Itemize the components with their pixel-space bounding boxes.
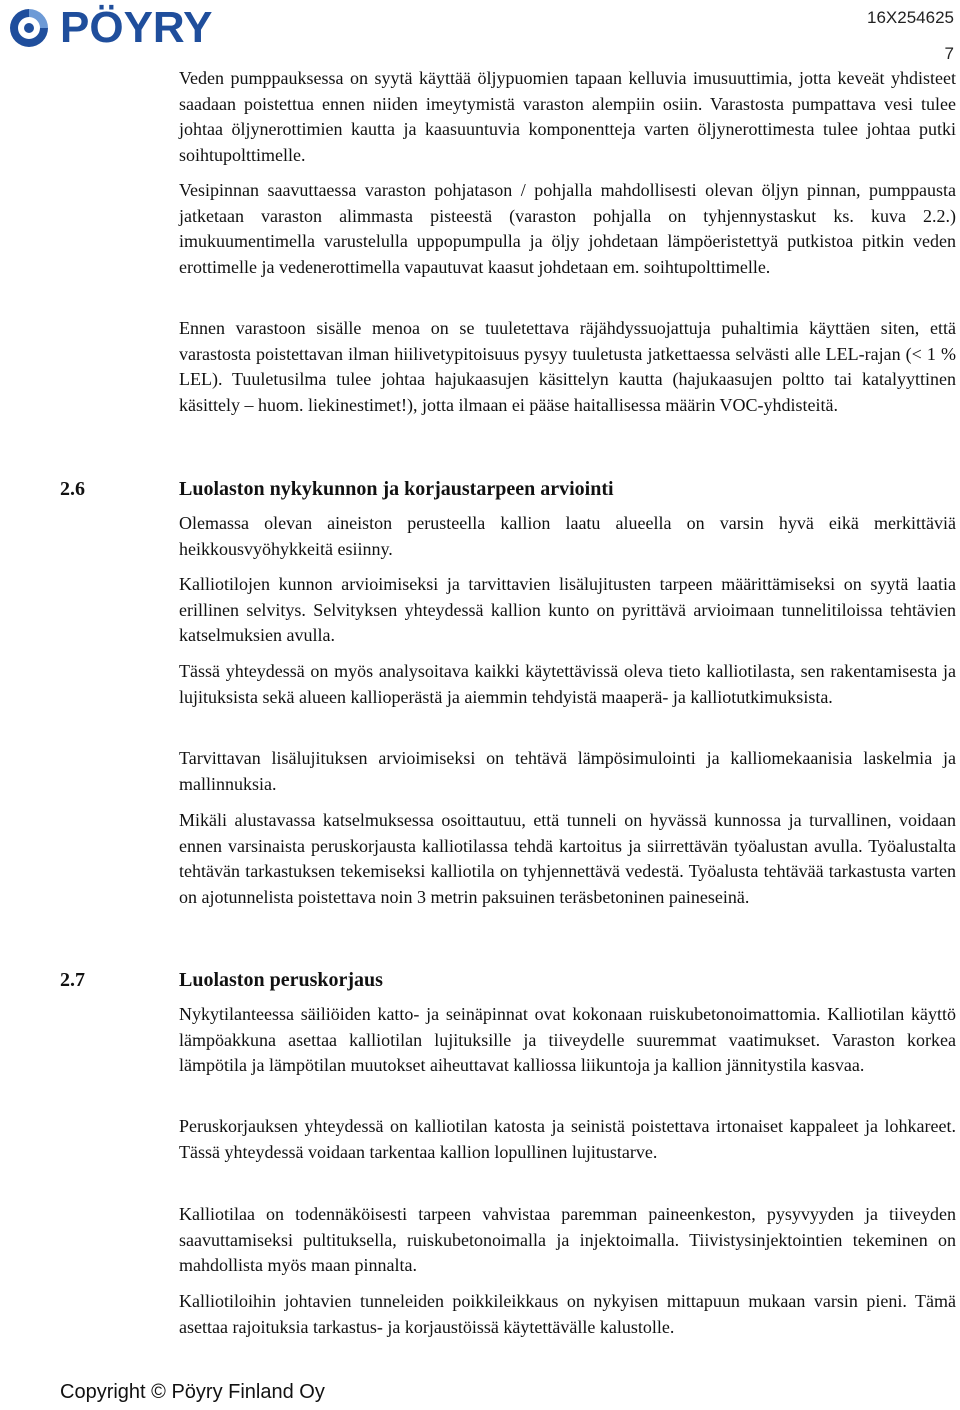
paragraph-current-state: Nykytilanteessa säiliöiden katto- ja seinäpinnat ovat kokonaan ruiskubetonoimattomia. Kalliotilan käyttö lämpöakkuna asettaa kalliotilan lujituksille ja tiiveydelle suuremmat vaatimukset. Varaston korkea lämpötila ja lämpötilan muutokset aiheuttavat kalliossa liikuntoja ja kallion jännitystila kasvaa. — [179, 1004, 956, 1076]
logo-wordmark: PÖYRY — [60, 3, 213, 52]
paragraph-analysis: Tässä yhteydessä on myös analysoitava kaikki käytettävissä oleva tieto kalliotilasta, sen rakentamisesta ja lujituksista sekä alueen kallioperästä ja aiemmin tehdyistä maaperä- ja kalliotutkimuksista. — [179, 661, 956, 707]
paragraph-tunnels: Kalliotiloihin johtavien tunneleiden poikkileikkaus on nykyisen mittapuun mukaan varsin pieni. Tämä asettaa rajoituksia tarkastus- ja korjaustöissä käytettävälle kalustolle. — [179, 1291, 956, 1337]
section-heading-2-7 — [60, 967, 950, 993]
paragraph-water-surface: Vesipinnan saavuttaessa varaston pohjatason / pohjalla mahdollisesti olevan öljyn pinnan, pumppausta jatketaan varaston alimmasta pisteestä (varaston pohjalla on tyhjennystaskut ks. kuva 2.2.) imukuumentimella varustelulla uppopumpulla ja öljy johdetaan lämpöeristettyä putkistoa pitkin veden erottimelle ja vedenerottimella vapautuvat kaasut johdetaan em. soihtupolttimelle. — [179, 180, 956, 277]
poyry-logo-icon — [6, 6, 52, 50]
paragraph-reinforcement: Kalliotilaa on todennäköisesti tarpeen vahvistaa paremman paineenkeston, pysyvyyden ja tiiveyden saavuttamiseksi pultituksella, ruiskubetonoimalla ja injektoimalla. Tiivistysinjektointien tekeminen on mahdollista myös maan pinnalta. — [179, 1204, 956, 1276]
paragraph-loose-rocks: Peruskorjauksen yhteydessä on kalliotilan katosta ja seinistä poistettava irtonaiset kappaleet ja lohkareet. Tässä yhteydessä voidaan tarkentaa kallion lopullinen lujitustarve. — [179, 1116, 956, 1162]
paragraph-rock-quality: Olemassa olevan aineiston perusteella kallion laatu alueella on varsin hyvä eikä merkittäviä heikkousvyöhykkeitä esiinny. — [179, 513, 956, 559]
paragraph-ventilation: Ennen varastoon sisälle menoa on se tuuletettava räjähdyssuojattuja puhaltimia käyttäen siten, että varastosta poistettavan ilman hiilivetypitoisuus pysyy tuuletusta jatkettaessa selvästi alle LEL-rajan (< 1 % LEL). Tuuletusilma tulee johtaa hajukaasujen käsittelyn kautta (hajukaasujen poltto tai katalyyttinen käsittely – huom. liekinestimet!), jotta ilmaan ei pääse haitallisessa määrin VOC-yhdisteitä. — [179, 318, 956, 415]
company-logo — [6, 3, 213, 52]
section-heading-2-6 — [60, 476, 950, 502]
paragraph-simulation: Tarvittavan lisälujituksen arvioimiseksi on tehtävä lämpösimulointi ja kalliomekaanisia laskelmia ja mallinnuksia. — [179, 748, 956, 794]
section-number: 2.7 — [60, 969, 85, 991]
page-number: 7 — [944, 44, 954, 63]
document-id: 16X254625 — [867, 8, 954, 27]
paragraph-survey: Kalliotilojen kunnon arvioimiseksi ja tarvittavien lisälujitusten tarpeen määrittämiseksi on syytä laatia erillinen selvitys. Selvityksen yhteydessä kallion kunto on pyrittävä arvioimaan tunnelitiloissa tehtävien katselmuksien avulla. — [179, 574, 956, 646]
section-title: Luolaston nykykunnon ja korjaustarpeen arviointi — [179, 478, 614, 500]
paragraph-pumping: Veden pumppauksessa on syytä käyttää öljypuomien tapaan kelluvia imusuuttimia, jotta keveät yhdisteet saadaan poistettua ennen niiden imeytymistä varaston alempiin osiin. Varastosta pumpattava vesi tulee johtaa öljynerottimien kautta ja kaasuuntuvia komponentteja varten öljynerottimesta tulee johtaa putki soihtupolttimelle. — [179, 68, 956, 165]
paragraph-inspection: Mikäli alustavassa katselmuksessa osoittautuu, että tunneli on hyvässä kunnossa ja turvallinen, voidaan ennen varsinaista peruskorjausta kalliotilassa tehdä kartoitus ja siirrettävän työalustan avulla. Työalustalta tehtävän tarkastuksen tekemiseksi kalliotila on tyhjennettävä vedestä. Työalusta tehtävää tarkastusta varten on ajotunnelista poistettava noin 3 metrin paksuinen teräsbetoninen paineseinä. — [179, 810, 956, 907]
section-title: Luolaston peruskorjaus — [179, 969, 383, 991]
footer-copyright: Copyright © Pöyry Finland Oy — [60, 1381, 325, 1403]
section-number: 2.6 — [60, 478, 85, 500]
